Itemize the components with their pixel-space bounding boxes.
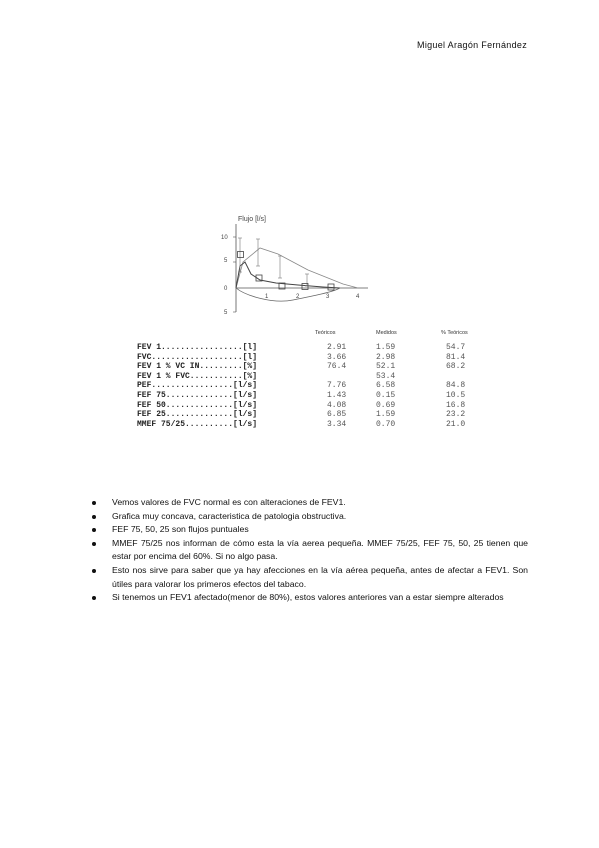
value-pct: 81.4 [446,352,466,362]
list-item: Vemos valores de FVC normal es con alteraciones de FEV1. [88,496,528,510]
row-label: PEF.................[l/s] [137,381,258,391]
error-bars [238,238,309,286]
value-medidos: 0.69 [376,400,396,410]
row-label: FEF 75..............[l/s] [137,390,258,400]
value-medidos: 1.59 [376,343,396,352]
y-tick-10: 10 [221,235,228,241]
row-label: FEF 25..............[l/s] [137,410,258,420]
y-tick-0: 0 [224,286,228,292]
x-tick-3: 3 [326,294,330,300]
value-medidos: 53.4 [376,371,396,381]
y-tick-neg5: 5 [224,310,228,316]
row-label: FEV 1 % VC IN.........[%] [137,362,258,372]
value-medidos: 1.59 [376,410,396,420]
list-item: Grafica muy concava, caracteristica de patologia obstructiva. [88,510,528,524]
value-medidos: 0.70 [376,419,396,429]
flow-volume-graph [218,212,378,322]
column-header-teoricos: Teóricos [315,330,336,336]
list-item: FEF 75, 50, 25 son flujos puntuales [88,523,528,537]
value-pct: 16.8 [446,400,466,410]
value-pct: 54.7 [446,343,466,352]
value-pct: 84.8 [446,381,466,391]
value-teoricos: 2.91 [327,343,347,352]
row-label: FEF 50..............[l/s] [137,400,258,410]
list-item: MMEF 75/25 nos informan de cómo esta la vía aerea pequeña. MMEF 75/25, FEF 75, 50, 25 tienen que estar por encima del 60%. Si no algo pasa. [88,537,528,564]
column-header-pct-teoricos: % Teóricos [441,330,468,336]
value-medidos: 6.58 [376,381,396,391]
value-medidos: 0.15 [376,390,396,400]
inspiratory-curve [236,288,340,301]
value-teoricos: 3.66 [327,352,347,362]
column-header-medidos: Medidos [376,330,397,336]
x-tick-1: 1 [265,294,269,300]
row-label: FEV 1 % FVC...........[%] [137,371,258,381]
measured-curve [236,262,340,288]
value-teoricos: 3.34 [327,419,347,429]
value-pct: 21.0 [446,419,466,429]
author-name: Miguel Aragón Fernández [417,40,527,50]
row-label: FEV 1.................[l] [137,343,258,352]
y-tick-5: 5 [224,258,228,264]
value-teoricos: 6.85 [327,410,347,420]
value-medidos: 2.98 [376,352,396,362]
value-teoricos: 7.76 [327,381,347,391]
row-label: FVC...................[l] [137,352,258,362]
value-medidos: 52.1 [376,362,396,372]
value-teoricos: 1.43 [327,390,347,400]
value-pct: 23.2 [446,410,466,420]
spirometry-figure [130,212,490,442]
notes-list [88,496,528,605]
value-teoricos: 4.08 [327,400,347,410]
row-label: MMEF 75/25..........[l/s] [137,419,258,429]
value-pct: 68.2 [446,362,466,372]
predicted-curve [236,248,358,288]
value-teoricos: 76.4 [327,362,347,372]
value-pct: 10.5 [446,390,466,400]
list-item: Si tenemos un FEV1 afectado(menor de 80%), estos valores anteriores van a estar siempre alterados [88,591,528,605]
list-item: Esto nos sirve para saber que ya hay afecciones en la vía aérea pequeña, antes de afectar a FEV1. Son útiles para valorar los primeros efectos del tabaco. [88,564,528,591]
x-tick-4: 4 [356,294,360,300]
graph-title: Flujo [l/s] [238,216,267,223]
x-tick-2: 2 [296,294,300,300]
